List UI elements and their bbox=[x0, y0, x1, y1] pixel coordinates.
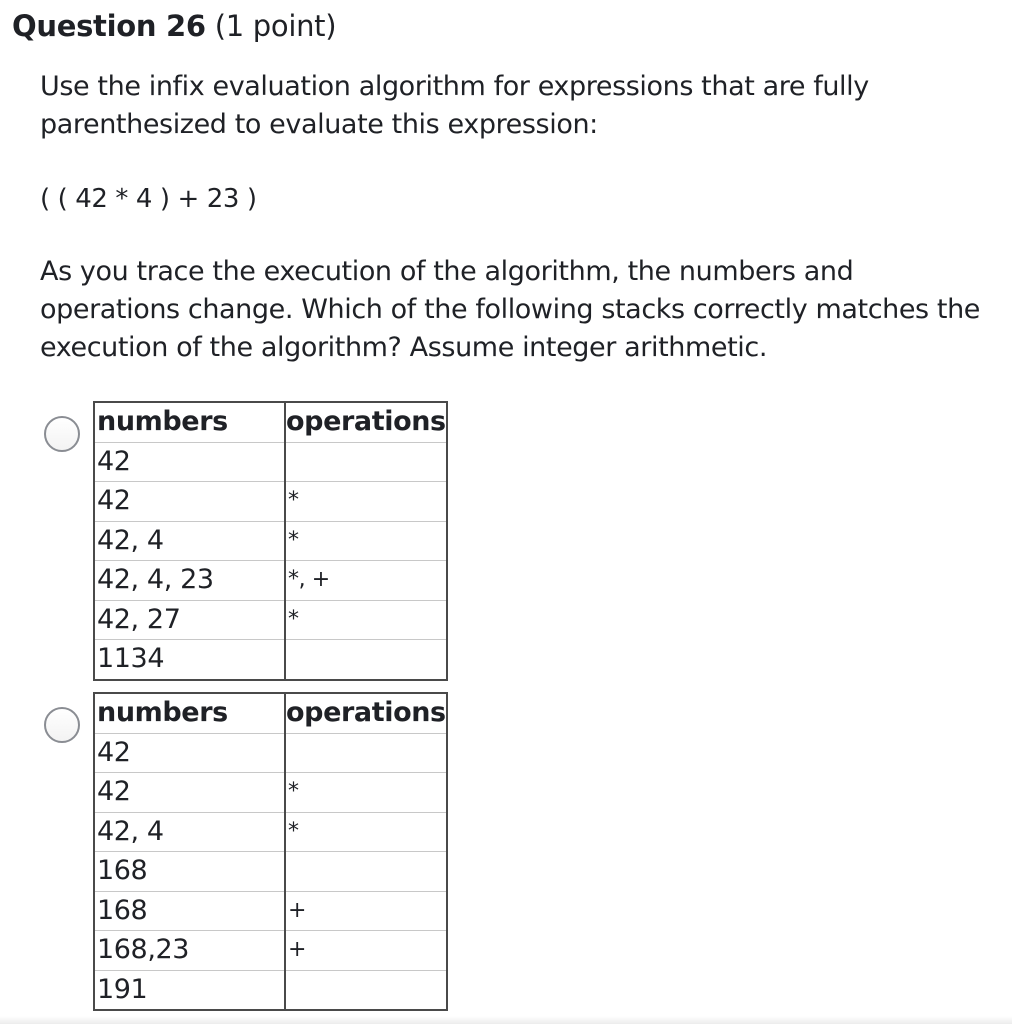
table-row bbox=[94, 521, 447, 561]
table-row bbox=[94, 891, 447, 931]
question-title: Question 26 bbox=[12, 9, 206, 43]
numbers-cell: 168 bbox=[94, 852, 285, 892]
table-row bbox=[94, 773, 447, 813]
numbers-cell: 168 bbox=[94, 891, 285, 931]
operations-cell: * bbox=[285, 482, 447, 522]
numbers-cell: 42 bbox=[94, 773, 285, 813]
operations-cell: * bbox=[285, 600, 447, 640]
table-header-row bbox=[94, 693, 447, 733]
numbers-cell: 191 bbox=[94, 970, 285, 1010]
numbers-cell: 1134 bbox=[94, 640, 285, 680]
table-row bbox=[94, 970, 447, 1010]
stack-table-option-1 bbox=[93, 401, 448, 681]
operations-cell bbox=[285, 733, 447, 773]
numbers-cell: 42 bbox=[94, 442, 285, 482]
question-header bbox=[12, 6, 336, 46]
table-row bbox=[94, 442, 447, 482]
question-points: (1 point) bbox=[214, 9, 337, 43]
operations-cell bbox=[285, 852, 447, 892]
table-row bbox=[94, 931, 447, 971]
numbers-column-header: numbers bbox=[94, 402, 285, 442]
question-prompt: As you trace the execution of the algorithm, the numbers and operations change. Which of the following stacks correctly matches the execution of the algorithm? Assume integer arithmetic. bbox=[40, 256, 981, 363]
operations-cell: * bbox=[285, 521, 447, 561]
operations-cell bbox=[285, 442, 447, 482]
numbers-column-header: numbers bbox=[94, 693, 285, 733]
operations-cell: + bbox=[285, 891, 447, 931]
operations-cell: * bbox=[285, 773, 447, 813]
numbers-cell: 42, 27 bbox=[94, 600, 285, 640]
table-row bbox=[94, 640, 447, 680]
operations-cell bbox=[285, 970, 447, 1010]
question-body bbox=[40, 68, 1000, 367]
operations-cell: + bbox=[285, 931, 447, 971]
radio-button-option-2[interactable] bbox=[44, 707, 80, 743]
table-row bbox=[94, 482, 447, 522]
numbers-cell: 42 bbox=[94, 733, 285, 773]
table-row bbox=[94, 852, 447, 892]
question-expression: ( ( 42 * 4 ) + 23 ) bbox=[40, 184, 257, 214]
operations-cell: *, + bbox=[285, 561, 447, 601]
radio-button-option-1[interactable] bbox=[44, 416, 80, 452]
table-header-row bbox=[94, 402, 447, 442]
table-row bbox=[94, 812, 447, 852]
table-row bbox=[94, 733, 447, 773]
operations-cell bbox=[285, 640, 447, 680]
operations-column-header: operations bbox=[285, 402, 447, 442]
operations-cell: * bbox=[285, 812, 447, 852]
numbers-cell: 42, 4 bbox=[94, 521, 285, 561]
numbers-cell: 42 bbox=[94, 482, 285, 522]
table-row bbox=[94, 561, 447, 601]
question-intro: Use the infix evaluation algorithm for expressions that are fully parenthesized to evaluate this expression: bbox=[40, 71, 869, 140]
numbers-cell: 42, 4, 23 bbox=[94, 561, 285, 601]
stack-table-option-2 bbox=[93, 692, 448, 1011]
numbers-cell: 168,23 bbox=[94, 931, 285, 971]
table-row bbox=[94, 600, 447, 640]
numbers-cell: 42, 4 bbox=[94, 812, 285, 852]
operations-column-header: operations bbox=[285, 693, 447, 733]
bottom-edge-shadow bbox=[0, 1016, 1012, 1024]
